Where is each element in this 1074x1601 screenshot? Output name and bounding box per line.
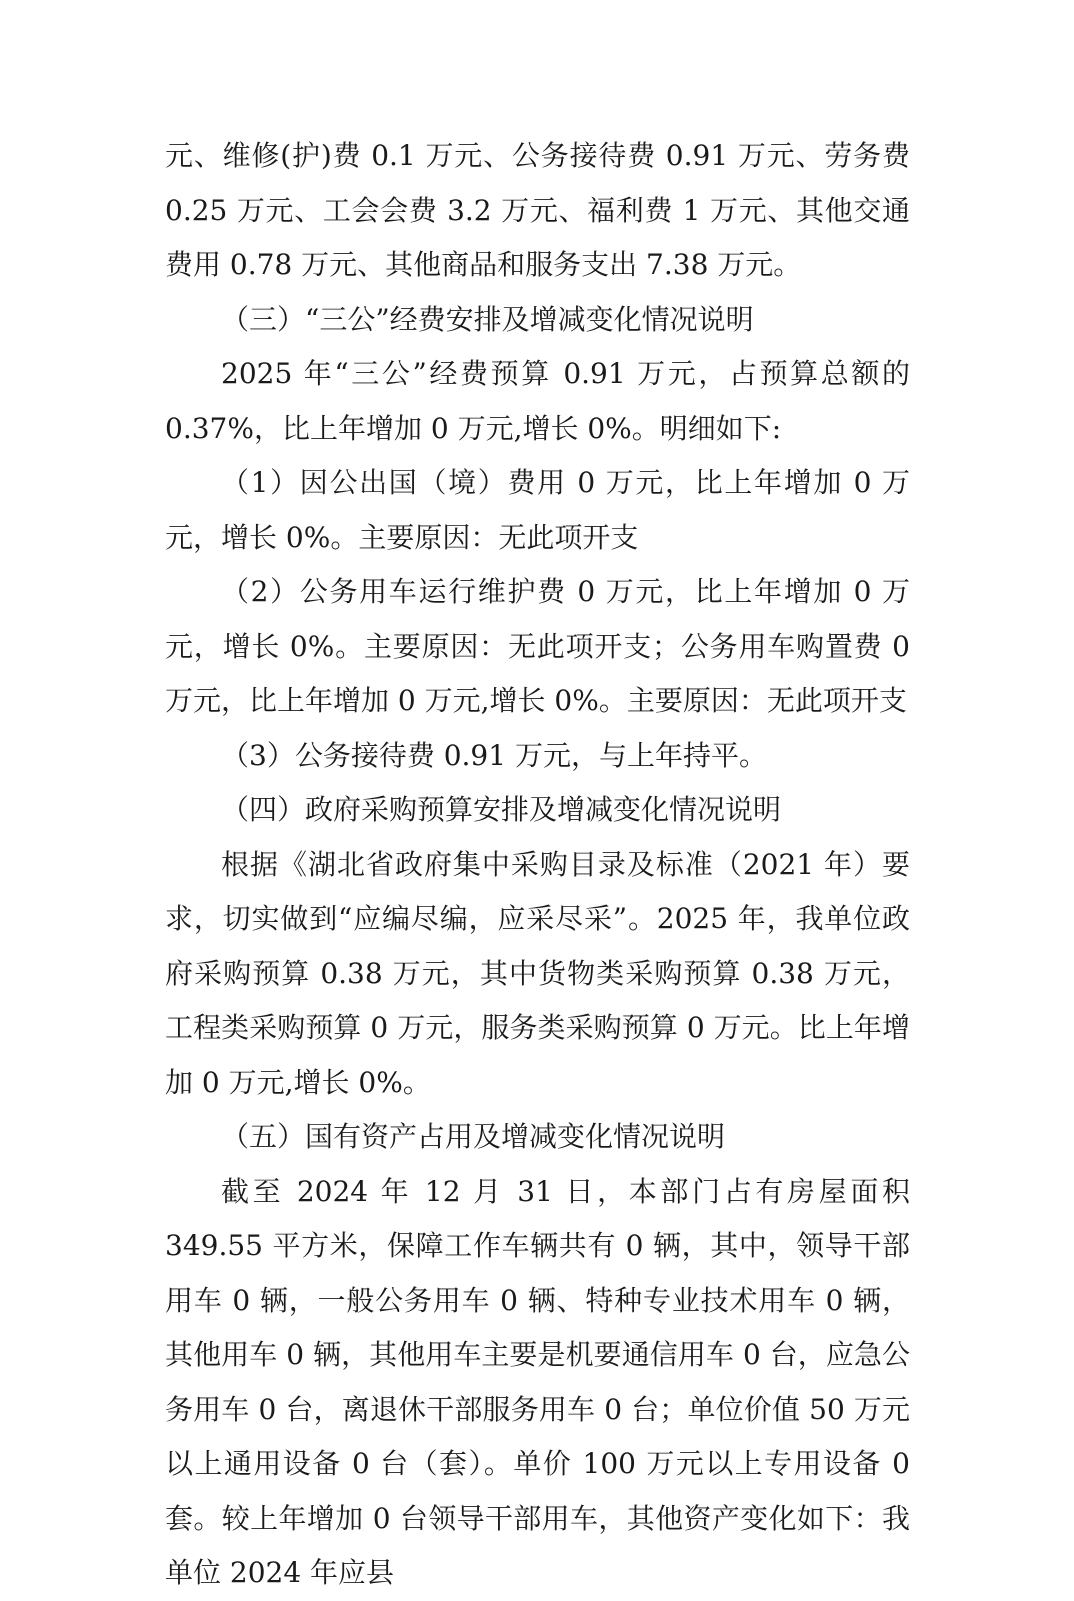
document-body <box>165 129 910 1601</box>
paragraph-official-vehicles: （2）公务用车运行维护费 0 万元，比上年增加 0 万元，增长 0%。主要原因：无此项开支；公务用车购置费 0 万元，比上年增加 0 万元,增长 0%。主要原因：无此项开支 <box>165 575 910 717</box>
section-heading-procurement: （四）政府采购预算安排及增减变化情况说明 <box>221 793 782 826</box>
paragraph-procurement-budget: 根据《湖北省政府集中采购目录及标准（2021 年）要求，切实做到“应编尽编，应采尽采”。2025 年，我单位政府采购预算 0.38 万元，其中货物类采购预算 0.38 万元，工程类采购预算 0 万元，服务类采购预算 0 万元。比上年增加 0 万元,增长 0%。 <box>165 847 910 1099</box>
section-heading-state-assets: （五）国有资产占用及增减变化情况说明 <box>221 1120 726 1153</box>
paragraph-expense-continuation: 元、维修(护)费 0.1 万元、公务接待费 0.91 万元、劳务费 0.25 万元、工会会费 3.2 万元、福利费 1 万元、其他交通费用 0.78 万元、其他商品和服务支出 7.38 万元。 <box>165 139 910 281</box>
section-heading-three-public: （三）“三公”经费安排及增减变化情况说明 <box>221 302 754 336</box>
paragraph-overseas-travel: （1）因公出国（境）费用 0 万元，比上年增加 0 万元，增长 0%。主要原因：无此项开支 <box>165 466 910 554</box>
paragraph-official-reception: （3）公务接待费 0.91 万元，与上年持平。 <box>221 738 767 772</box>
paragraph-three-public-budget: 2025 年“三公”经费预算 0.91 万元，占预算总额的 0.37%，比上年增加 0 万元,增长 0%。明细如下: <box>165 357 910 445</box>
paragraph-state-assets: 截至 2024 年 12 月 31 日，本部门占有房屋面积 349.55 平方米，保障工作车辆共有 0 辆，其中，领导干部用车 0 辆，一般公务用车 0 辆、特种专业技术用车 0 辆，其他用车 0 辆，其他用车主要是机要通信用车 0 台，应急公务用车 0 台，离退休干部服务用车 0 台；单位价值 50 万元以上通用设备 0 台（套）。单价 100 万元以上专用设备 0 套。较上年增加 0 台领导干部用车，其他资产变化如下：我单位 2024 年应县 <box>165 1174 910 1589</box>
